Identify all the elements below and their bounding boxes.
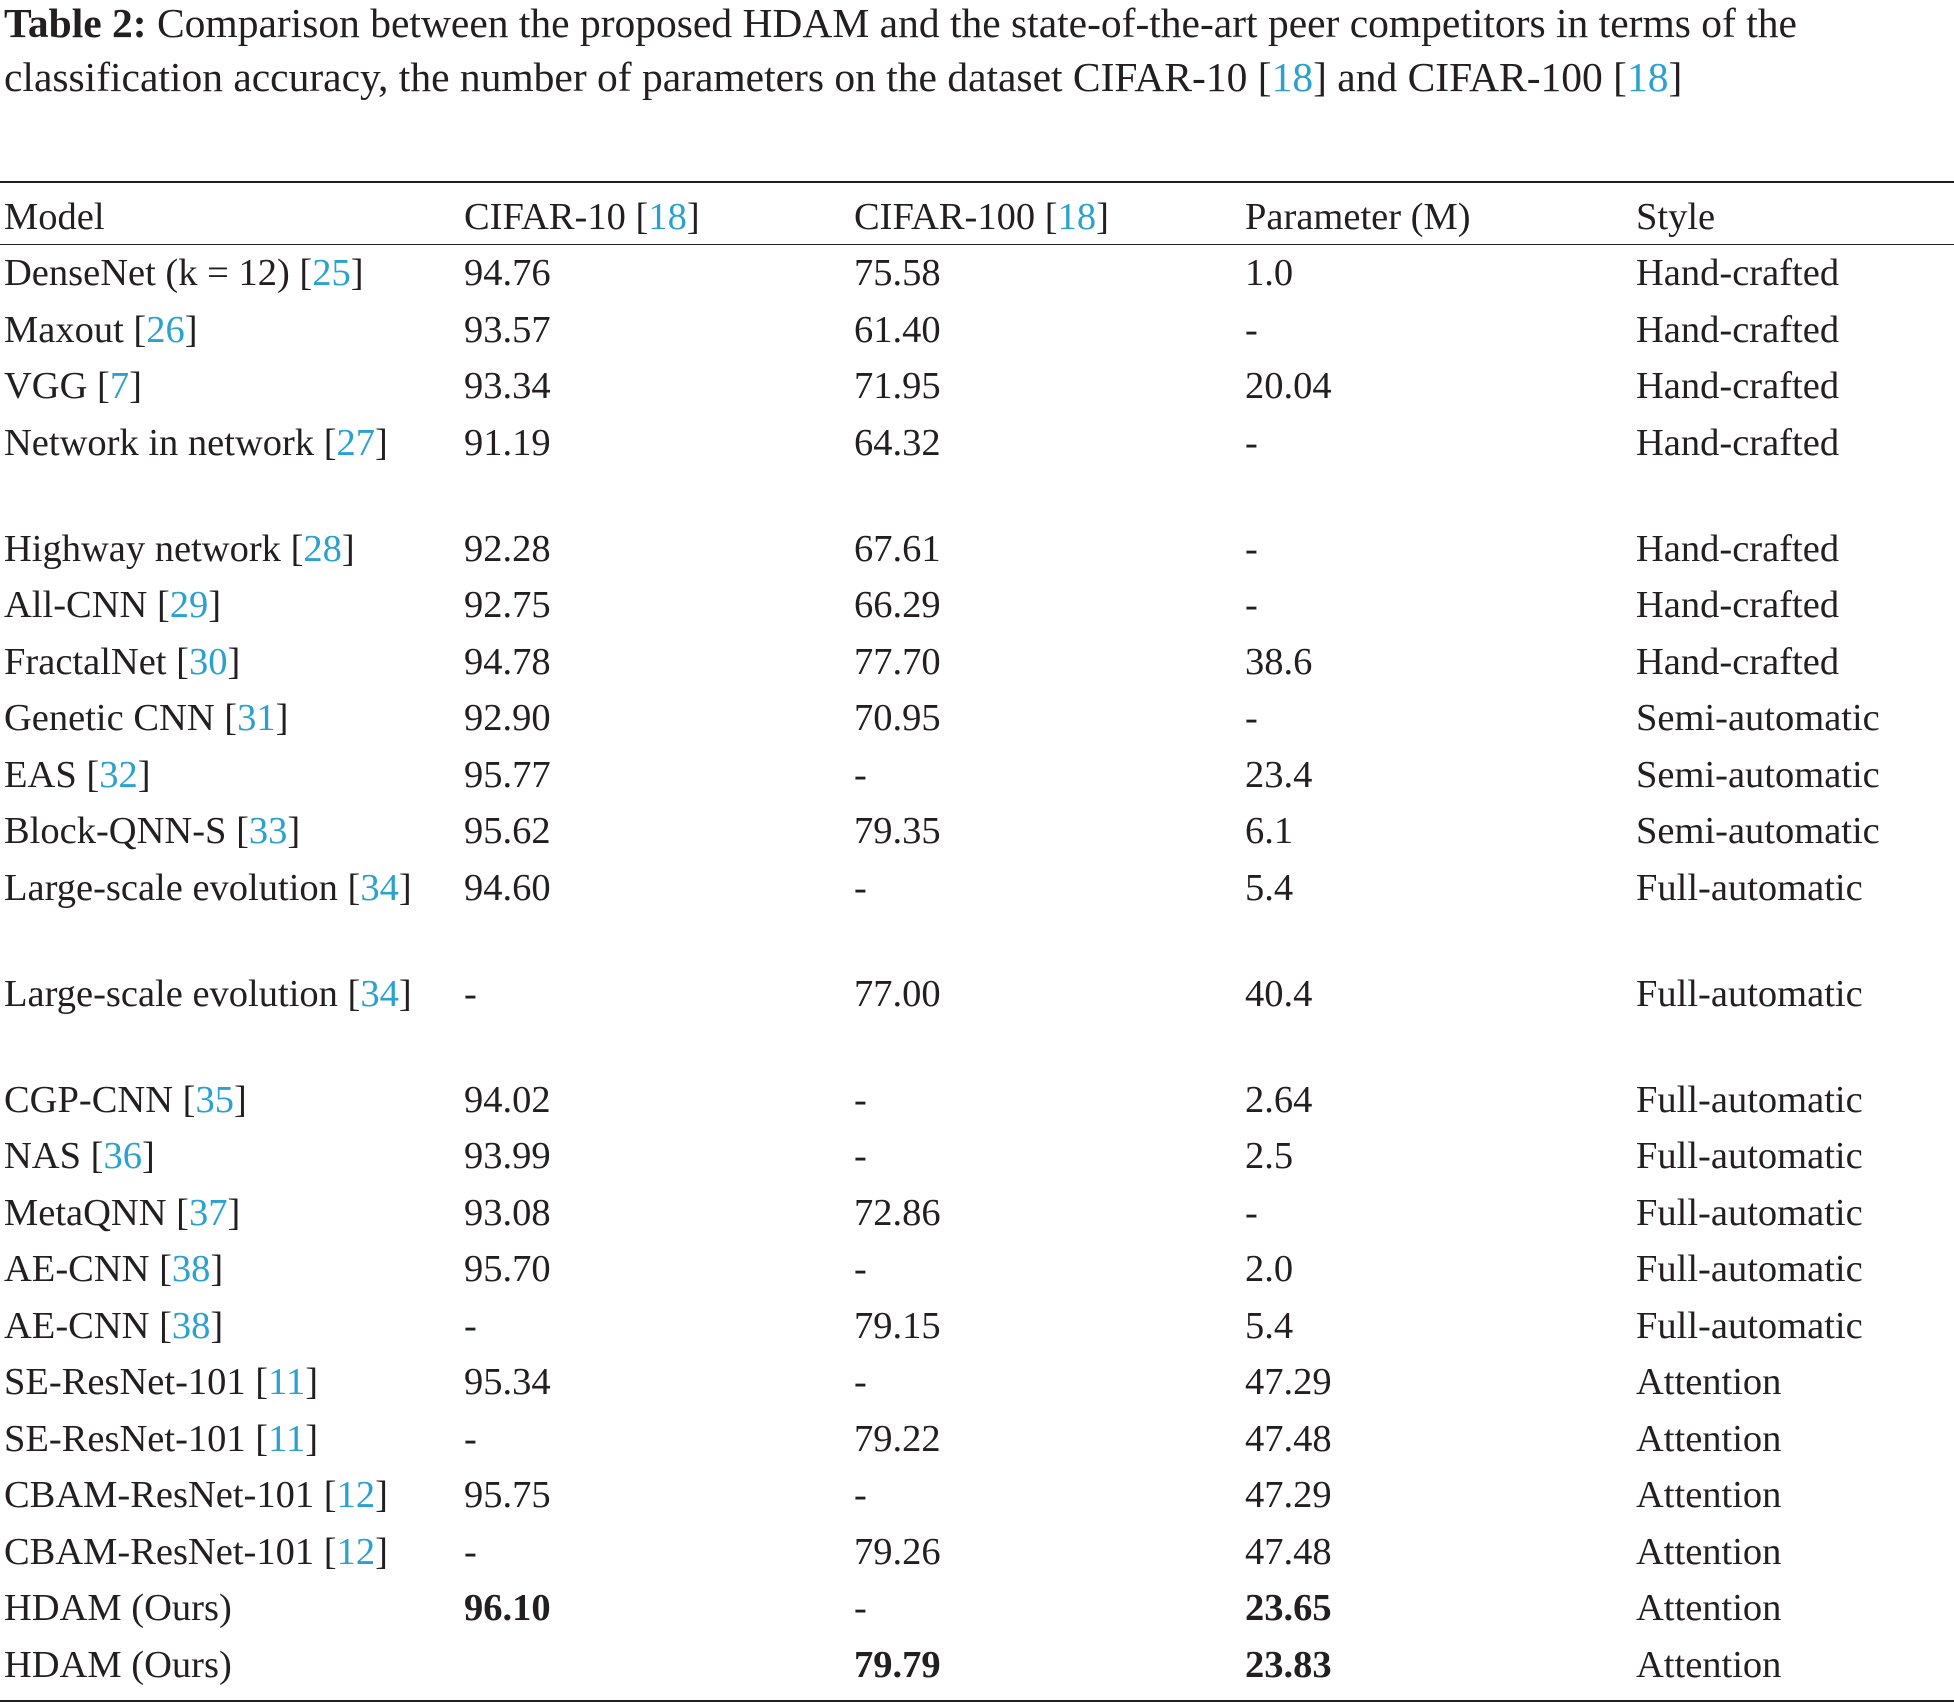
cell-parameter: 23.4 <box>1245 753 1313 796</box>
cell-model: CBAM-ResNet-101 [12] <box>4 1530 388 1573</box>
citation-link[interactable]: 12 <box>336 1474 376 1516</box>
cell-style: Full-automatic <box>1636 1304 1863 1347</box>
cell-cifar10: - <box>464 1304 477 1347</box>
cell-cifar100: 79.15 <box>854 1304 941 1347</box>
cell-style: Attention <box>1636 1530 1782 1573</box>
cell-cifar10: 94.60 <box>464 866 551 909</box>
table-row <box>0 524 1954 581</box>
cell-style: Full-automatic <box>1636 1248 1863 1290</box>
model-name: HDAM (Ours) <box>4 1587 232 1629</box>
cell-style: Attention <box>1636 1361 1782 1403</box>
model-name: Genetic CNN <box>4 697 215 739</box>
cell-style: Full-automatic <box>1636 1078 1863 1121</box>
citation-link[interactable]: 34 <box>360 972 399 1015</box>
model-name: NAS <box>4 1135 82 1177</box>
cell-cifar100: 79.35 <box>854 810 941 852</box>
cell-parameter: 47.48 <box>1245 1530 1332 1573</box>
cell-style: Hand-crafted <box>1636 640 1840 683</box>
model-name: VGG <box>4 365 88 407</box>
table-row <box>0 806 1954 863</box>
citation-link[interactable]: 18 <box>1626 54 1669 100</box>
header-cifar100-label: CIFAR-100 [ <box>854 196 1058 238</box>
cell-parameter: 47.29 <box>1245 1361 1332 1403</box>
citation-link[interactable]: 34 <box>360 866 399 909</box>
citation-link[interactable]: 32 <box>99 753 138 796</box>
header-cifar10: CIFAR-10 [18] <box>464 196 700 238</box>
cell-model: Genetic CNN [31] <box>4 697 289 739</box>
cell-cifar100: - <box>854 1587 867 1629</box>
cell-cifar100: 70.95 <box>854 697 941 739</box>
cell-model: All-CNN [29] <box>4 584 222 626</box>
table-row <box>0 1470 1954 1527</box>
cell-cifar10: - <box>464 1417 477 1460</box>
cell-cifar100: - <box>854 753 867 796</box>
cell-style: Attention <box>1636 1587 1782 1629</box>
table-row <box>0 637 1954 694</box>
cell-cifar10: 95.70 <box>464 1248 551 1290</box>
cell-model: NAS [36] <box>4 1135 155 1177</box>
cell-parameter: 5.4 <box>1245 1304 1294 1347</box>
cell-parameter: 1.0 <box>1245 252 1294 294</box>
cell-cifar10: 93.08 <box>464 1191 551 1234</box>
cell-cifar10 <box>460 1640 850 1697</box>
cell-style: Semi-automatic <box>1636 810 1880 852</box>
table-row <box>0 580 1954 637</box>
table-row <box>0 361 1954 418</box>
cell-model: VGG [7] <box>4 365 142 407</box>
table-bottom-rule <box>0 1700 1954 1702</box>
cell-style: Full-automatic <box>1636 1135 1863 1177</box>
cell-parameter: - <box>1245 308 1258 351</box>
model-name: Highway network <box>4 527 281 570</box>
cell-cifar10: 92.28 <box>464 527 551 570</box>
model-name: EAS <box>4 753 77 796</box>
cell-model: AE-CNN [38] <box>4 1304 224 1347</box>
cell-parameter: - <box>1245 527 1258 570</box>
cell-cifar100: 64.32 <box>854 421 941 464</box>
cell-cifar100: 72.86 <box>854 1191 941 1234</box>
cell-model: SE-ResNet-101 [11] <box>4 1361 319 1403</box>
cell-style: Hand-crafted <box>1636 308 1840 351</box>
cell-cifar10: - <box>464 972 477 1015</box>
citation-link[interactable]: 18 <box>1271 54 1314 100</box>
cell-cifar10: 93.57 <box>464 308 551 351</box>
table-row <box>0 1640 1954 1697</box>
cell-style: Attention <box>1636 1474 1782 1516</box>
model-name: Network in network <box>4 421 315 464</box>
model-name: FractalNet <box>4 640 167 683</box>
cell-model: SE-ResNet-101 [11] <box>4 1417 319 1460</box>
citation-link[interactable]: 30 <box>188 640 228 683</box>
cell-model: Large-scale evolution [34] <box>4 972 412 1015</box>
cell-parameter: - <box>1245 1191 1258 1234</box>
cell-model: MetaQNN [37] <box>4 1191 241 1234</box>
cell-cifar10: 93.99 <box>464 1135 551 1177</box>
cell-style: Attention <box>1636 1643 1782 1686</box>
cell-cifar100: 75.58 <box>854 252 941 294</box>
cell-model: Highway network [28] <box>4 527 355 570</box>
cell-cifar10: 96.10 <box>464 1587 551 1629</box>
model-name: SE-ResNet-101 <box>4 1361 246 1403</box>
cell-cifar10: 94.78 <box>464 640 551 683</box>
cell-model: CGP-CNN [35] <box>4 1078 247 1121</box>
cell-model: CBAM-ResNet-101 [12] <box>4 1474 388 1516</box>
model-name: Block-QNN-S <box>4 810 227 852</box>
cell-cifar10: 95.77 <box>464 753 551 796</box>
table-row <box>0 969 1954 1075</box>
cell-parameter: 6.1 <box>1245 810 1294 852</box>
citation-link[interactable]: 28 <box>303 527 342 570</box>
cell-cifar100: - <box>854 1135 867 1177</box>
header-parameter: Parameter (M) <box>1245 196 1471 238</box>
cell-parameter: 20.04 <box>1245 365 1332 407</box>
model-name: All-CNN <box>4 584 148 626</box>
cell-style: Semi-automatic <box>1636 697 1880 739</box>
citation-link[interactable]: 37 <box>188 1191 228 1234</box>
table-row <box>0 305 1954 362</box>
cell-parameter: 40.4 <box>1245 972 1313 1015</box>
citation-link[interactable]: 11 <box>268 1417 306 1460</box>
cell-cifar10: 93.34 <box>464 365 551 407</box>
model-name: HDAM (Ours) <box>4 1643 232 1686</box>
model-name: CGP-CNN <box>4 1078 174 1121</box>
table-row <box>0 1244 1954 1301</box>
citation-link[interactable]: 36 <box>103 1135 142 1177</box>
citation-link[interactable]: 33 <box>248 810 288 852</box>
cell-parameter: 2.5 <box>1245 1135 1294 1177</box>
model-name: AE-CNN <box>4 1248 150 1290</box>
cell-parameter: 5.4 <box>1245 866 1294 909</box>
cell-cifar100: 79.79 <box>854 1643 941 1686</box>
citation-link[interactable]: 38 <box>171 1248 211 1290</box>
cell-parameter: - <box>1245 584 1258 626</box>
model-name: AE-CNN <box>4 1304 150 1347</box>
cell-cifar100: - <box>854 866 867 909</box>
cell-style: Attention <box>1636 1417 1782 1460</box>
table-row <box>0 1527 1954 1584</box>
citation-link[interactable]: 26 <box>146 308 185 351</box>
citation-link[interactable]: 29 <box>169 584 209 626</box>
cell-model: Large-scale evolution [34] <box>4 866 412 909</box>
model-name: CBAM-ResNet-101 <box>4 1474 315 1516</box>
cell-model <box>0 1640 460 1697</box>
model-name: CBAM-ResNet-101 <box>4 1530 315 1573</box>
cell-cifar10: 94.02 <box>464 1078 551 1121</box>
cell-style: Hand-crafted <box>1636 584 1840 626</box>
model-name: MetaQNN <box>4 1191 167 1234</box>
model-name: Large-scale evolution <box>4 866 338 909</box>
cell-parameter: 47.48 <box>1245 1417 1332 1460</box>
cell-style: Hand-crafted <box>1636 365 1840 407</box>
cell-model: FractalNet [30] <box>4 640 241 683</box>
citation-link[interactable]: 7 <box>109 365 130 407</box>
model-name: Maxout <box>4 308 124 351</box>
cell-cifar10: 91.19 <box>464 421 551 464</box>
model-name: SE-ResNet-101 <box>4 1417 246 1460</box>
comparison-table <box>0 192 1954 1696</box>
cell-style: Full-automatic <box>1636 972 1863 1015</box>
citation-link[interactable]: 27 <box>336 421 376 464</box>
table-row <box>0 248 1954 305</box>
table-top-rule <box>0 181 1954 183</box>
table-row <box>0 1357 1954 1414</box>
cell-cifar100: - <box>854 1361 867 1403</box>
cell-cifar100: - <box>854 1474 867 1516</box>
cell-parameter: 2.0 <box>1245 1248 1294 1290</box>
table-body <box>0 248 1954 1696</box>
cell-style: Hand-crafted <box>1636 527 1840 570</box>
cell-model: Block-QNN-S [33] <box>4 810 301 852</box>
cell-cifar100: 79.26 <box>854 1530 941 1573</box>
caption-text: ] <box>1668 54 1683 100</box>
citation-link[interactable]: 12 <box>336 1530 376 1573</box>
table-row <box>0 1188 1954 1245</box>
cell-cifar10: 95.62 <box>464 810 551 852</box>
cell-cifar10: 95.34 <box>464 1361 551 1403</box>
table-row <box>0 693 1954 750</box>
table-row <box>0 1301 1954 1358</box>
table-row <box>0 1583 1954 1640</box>
cell-cifar10: 92.75 <box>464 584 551 626</box>
cell-cifar100: 71.95 <box>854 365 941 407</box>
cell-cifar100: 77.70 <box>854 640 941 683</box>
header-cifar10-label: CIFAR-10 [ <box>464 196 649 238</box>
cell-model: Network in network [27] <box>4 421 388 464</box>
model-name: Large-scale evolution <box>4 972 338 1015</box>
caption-text: ] and CIFAR-100 [ <box>1313 54 1627 100</box>
cell-cifar100: 66.29 <box>854 584 941 626</box>
cell-parameter: - <box>1245 421 1258 464</box>
cell-style: Semi-automatic <box>1636 753 1880 796</box>
citation-link[interactable]: 35 <box>195 1078 234 1121</box>
header-cifar100: CIFAR-100 [18] <box>854 196 1109 238</box>
cell-cifar10: 94.76 <box>464 252 551 294</box>
table-row <box>0 418 1954 524</box>
cell-model: AE-CNN [38] <box>4 1248 224 1290</box>
cell-cifar100: - <box>854 1248 867 1290</box>
table-row <box>0 1131 1954 1188</box>
cell-cifar100: 79.22 <box>854 1417 941 1460</box>
table-row <box>0 863 1954 969</box>
cell-cifar100: 61.40 <box>854 308 941 351</box>
cell-cifar10: - <box>464 1530 477 1573</box>
cell-cifar10: 92.90 <box>464 697 551 739</box>
cell-style: Hand-crafted <box>1636 421 1840 464</box>
table-header-row <box>0 192 1954 248</box>
citation-link[interactable]: 25 <box>312 252 351 294</box>
cell-parameter: 38.6 <box>1245 640 1313 683</box>
cell-cifar10: 95.75 <box>464 1474 551 1516</box>
table-caption <box>4 0 1950 104</box>
citation-link[interactable]: 18 <box>1057 196 1097 238</box>
citation-link[interactable]: 18 <box>648 196 687 238</box>
citation-link[interactable]: 11 <box>268 1361 306 1403</box>
cell-model: Maxout [26] <box>4 308 198 351</box>
cell-cifar100: 67.61 <box>854 527 941 570</box>
header-style: Style <box>1636 196 1716 238</box>
cell-model: DenseNet (k = 12) [25] <box>4 252 364 294</box>
table-row <box>0 750 1954 807</box>
caption-text: Comparison between the proposed HDAM and the state-of-the-art peer competitors in terms of the classification accuracy, the number of parameters on the dataset CIFAR-10 [ <box>4 0 1797 100</box>
table-row <box>0 1414 1954 1471</box>
caption-label: Table 2: <box>4 0 147 46</box>
cell-style: Full-automatic <box>1636 866 1863 909</box>
cell-cifar100: 77.00 <box>854 972 941 1015</box>
cell-parameter: 23.65 <box>1245 1587 1332 1629</box>
cell-cifar100: - <box>854 1078 867 1121</box>
cell-style: Hand-crafted <box>1636 252 1840 294</box>
cell-model: EAS [32] <box>4 753 151 796</box>
cell-style: Full-automatic <box>1636 1191 1863 1234</box>
header-model: Model <box>4 196 105 238</box>
cell-model <box>0 1583 460 1640</box>
citation-link[interactable]: 38 <box>171 1304 211 1347</box>
model-name: DenseNet (k = 12) <box>4 252 290 294</box>
cell-parameter: - <box>1245 697 1258 739</box>
table-row <box>0 1075 1954 1132</box>
citation-link[interactable]: 31 <box>237 697 276 739</box>
cell-parameter: 23.83 <box>1245 1643 1332 1686</box>
cell-parameter: 2.64 <box>1245 1078 1313 1121</box>
cell-parameter: 47.29 <box>1245 1474 1332 1516</box>
